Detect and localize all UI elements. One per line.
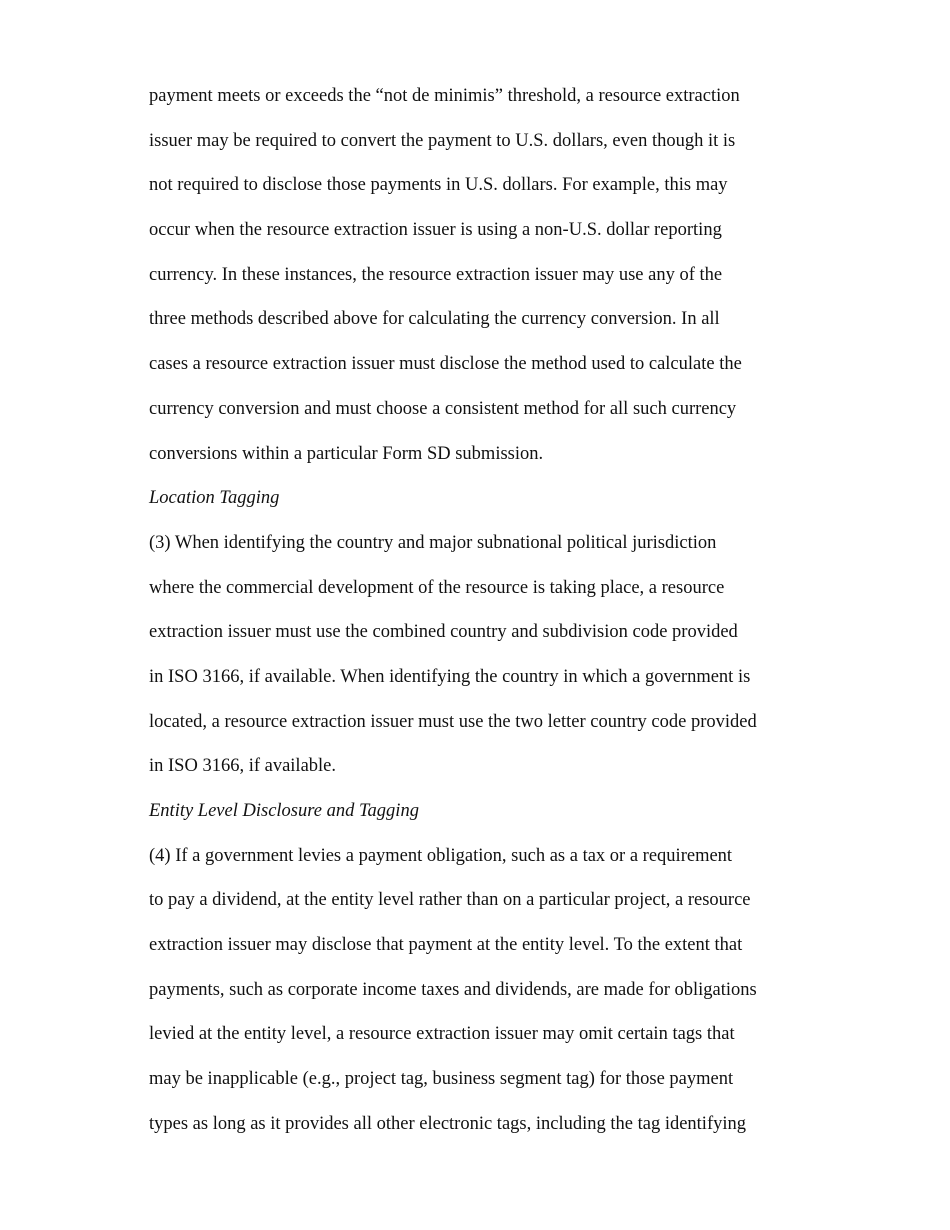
text-line: currency. In these instances, the resource extraction issuer may use any of the bbox=[149, 264, 723, 285]
section-heading-location-tagging: Location Tagging bbox=[149, 488, 280, 509]
text-line: payment meets or exceeds the “not de minimis” threshold, a resource extraction bbox=[149, 86, 740, 106]
text-line: currency conversion and must choose a consistent method for all such currency bbox=[149, 398, 737, 419]
text-line: may be inapplicable (e.g., project tag, business segment tag) for those payment bbox=[149, 1069, 734, 1090]
text-line: (4) If a government levies a payment obligation, such as a tax or a requirement bbox=[149, 845, 733, 866]
text-line: types as long as it provides all other electronic tags, including the tag identifying bbox=[149, 1113, 746, 1134]
paragraph-location-tagging bbox=[149, 521, 789, 789]
text-line: in ISO 3166, if available. bbox=[149, 756, 337, 777]
paragraph-currency-conversion bbox=[149, 74, 789, 476]
section-heading-entity-level: Entity Level Disclosure and Tagging bbox=[149, 801, 419, 821]
text-line: cases a resource extraction issuer must disclose the method used to calculate the bbox=[149, 354, 742, 375]
text-line: (3) When identifying the country and major subnational political jurisdiction bbox=[149, 532, 717, 553]
text-line: in ISO 3166, if available. When identifying the country in which a government is bbox=[149, 666, 751, 687]
text-line: extraction issuer must use the combined country and subdivision code provided bbox=[149, 622, 738, 643]
text-line: three methods described above for calculating the currency conversion. In all bbox=[149, 309, 720, 330]
text-line: where the commercial development of the resource is taking place, a resource bbox=[149, 577, 725, 598]
document-page bbox=[149, 74, 789, 1147]
text-line: levied at the entity level, a resource extraction issuer may omit certain tags that bbox=[149, 1024, 735, 1045]
text-line: conversions within a particular Form SD submission. bbox=[149, 443, 544, 464]
text-line: payments, such as corporate income taxes and dividends, are made for obligations bbox=[149, 979, 757, 1000]
text-line: issuer may be required to convert the payment to U.S. dollars, even though it is bbox=[149, 130, 736, 151]
text-line: not required to disclose those payments in U.S. dollars. For example, this may bbox=[149, 175, 728, 196]
text-line: extraction issuer may disclose that payment at the entity level. To the extent that bbox=[149, 935, 743, 956]
text-line: located, a resource extraction issuer must use the two letter country code provided bbox=[149, 711, 757, 732]
text-line: occur when the resource extraction issuer is using a non-U.S. dollar reporting bbox=[149, 220, 722, 241]
text-line: to pay a dividend, at the entity level rather than on a particular project, a resource bbox=[149, 890, 751, 911]
paragraph-entity-level bbox=[149, 834, 789, 1147]
